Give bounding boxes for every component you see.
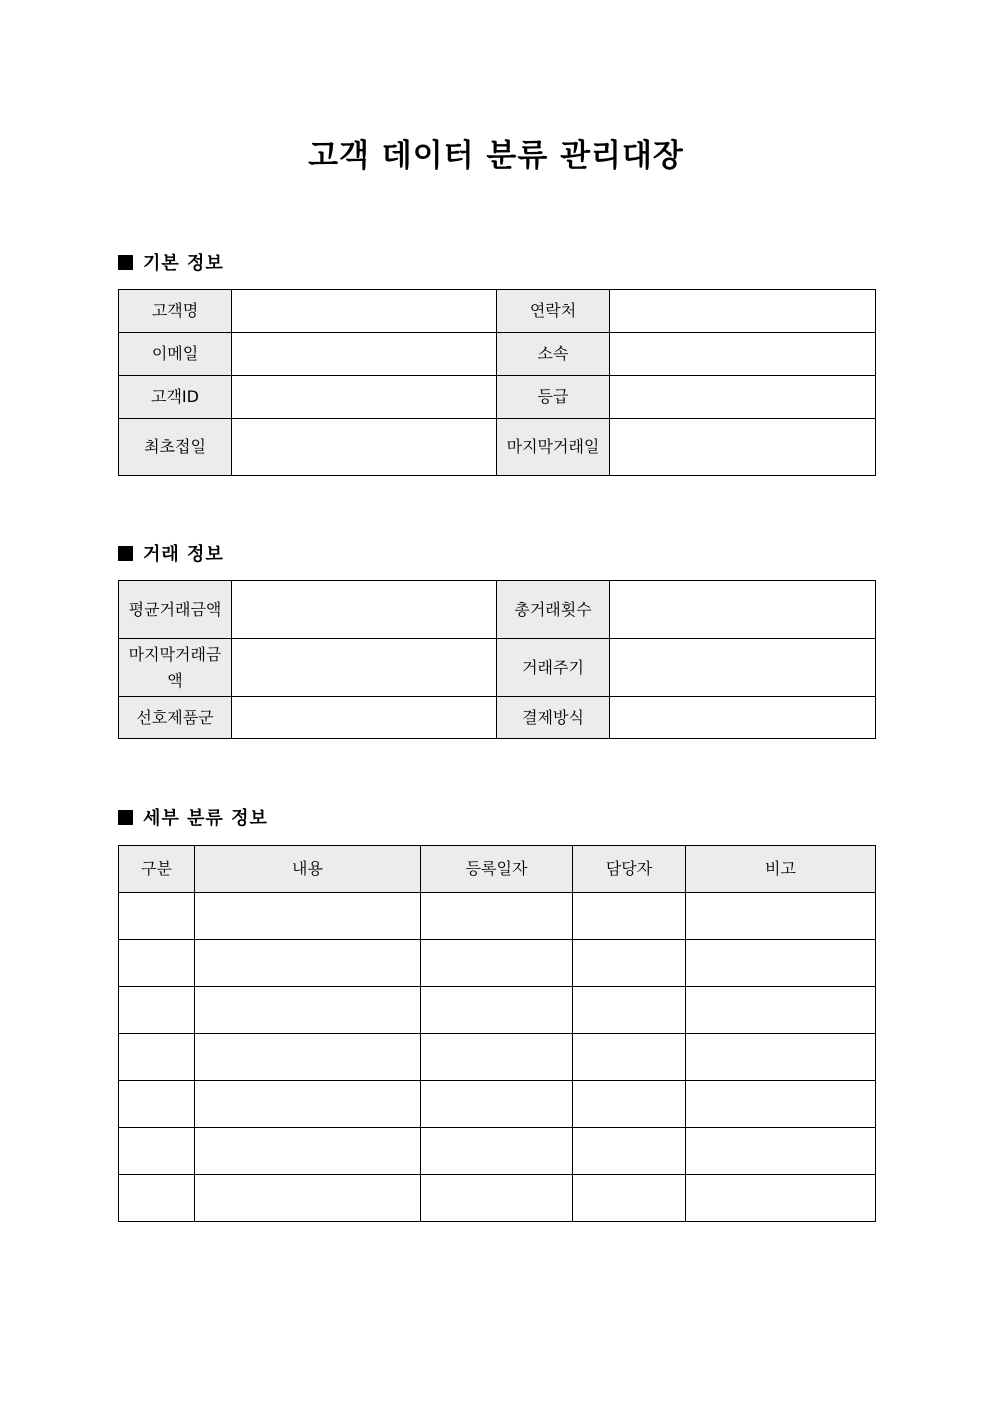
column-header: 담당자 (573, 846, 686, 893)
payment-method-field[interactable] (610, 697, 876, 739)
first-contact-date-field[interactable] (232, 419, 497, 476)
field-label: 선호제품군 (119, 697, 232, 739)
field-label: 거래주기 (497, 639, 610, 697)
table-row (119, 1175, 876, 1222)
content-cell[interactable] (195, 1128, 421, 1175)
section-heading-trade (118, 543, 224, 567)
square-bullet-icon (118, 546, 133, 561)
category-cell[interactable] (119, 1128, 195, 1175)
field-label: 연락처 (497, 290, 610, 333)
total-count-field[interactable] (610, 581, 876, 639)
date-cell[interactable] (421, 940, 573, 987)
date-cell[interactable] (421, 1128, 573, 1175)
field-label: 결제방식 (497, 697, 610, 739)
last-transaction-date-field[interactable] (610, 419, 876, 476)
category-cell[interactable] (119, 1175, 195, 1222)
manager-cell[interactable] (573, 1081, 686, 1128)
field-label: 최초접일 (119, 419, 232, 476)
manager-cell[interactable] (573, 1175, 686, 1222)
last-amount-field[interactable] (232, 639, 497, 697)
table-row (119, 376, 876, 419)
section-heading-detail (118, 807, 268, 831)
note-cell[interactable] (686, 1081, 876, 1128)
note-cell[interactable] (686, 987, 876, 1034)
note-cell[interactable] (686, 940, 876, 987)
basic-info-table (118, 289, 876, 476)
manager-cell[interactable] (573, 940, 686, 987)
square-bullet-icon (118, 255, 133, 270)
field-label: 총거래횟수 (497, 581, 610, 639)
trade-info-table (118, 580, 876, 739)
note-cell[interactable] (686, 1128, 876, 1175)
content-cell[interactable] (195, 1034, 421, 1081)
section-heading-basic (118, 252, 224, 276)
category-cell[interactable] (119, 893, 195, 940)
date-cell[interactable] (421, 1175, 573, 1222)
table-row (119, 987, 876, 1034)
field-label: 등급 (497, 376, 610, 419)
field-label: 소속 (497, 333, 610, 376)
date-cell[interactable] (421, 987, 573, 1034)
manager-cell[interactable] (573, 1034, 686, 1081)
transaction-cycle-field[interactable] (610, 639, 876, 697)
manager-cell[interactable] (573, 1128, 686, 1175)
category-cell[interactable] (119, 1034, 195, 1081)
table-header-row (119, 846, 876, 893)
table-row (119, 697, 876, 739)
note-cell[interactable] (686, 1034, 876, 1081)
category-cell[interactable] (119, 987, 195, 1034)
category-cell[interactable] (119, 940, 195, 987)
table-row (119, 333, 876, 376)
content-cell[interactable] (195, 893, 421, 940)
customer-id-field[interactable] (232, 376, 497, 419)
content-cell[interactable] (195, 1081, 421, 1128)
section-heading-trade-label: 거래 정보 (143, 544, 224, 565)
table-row (119, 1034, 876, 1081)
category-cell[interactable] (119, 1081, 195, 1128)
preferred-products-field[interactable] (232, 697, 497, 739)
manager-cell[interactable] (573, 893, 686, 940)
average-amount-field[interactable] (232, 581, 497, 639)
table-row (119, 940, 876, 987)
field-label: 평균거래금액 (119, 581, 232, 639)
table-row (119, 1128, 876, 1175)
note-cell[interactable] (686, 893, 876, 940)
contact-field[interactable] (610, 290, 876, 333)
grade-field[interactable] (610, 376, 876, 419)
email-field[interactable] (232, 333, 497, 376)
table-row (119, 419, 876, 476)
column-header: 등록일자 (421, 846, 573, 893)
table-row (119, 1081, 876, 1128)
content-cell[interactable] (195, 987, 421, 1034)
field-label: 고객명 (119, 290, 232, 333)
table-row (119, 639, 876, 697)
date-cell[interactable] (421, 893, 573, 940)
field-label: 마지막거래일 (497, 419, 610, 476)
table-row (119, 893, 876, 940)
column-header: 비고 (686, 846, 876, 893)
customer-name-field[interactable] (232, 290, 497, 333)
section-heading-detail-label: 세부 분류 정보 (143, 808, 268, 829)
manager-cell[interactable] (573, 987, 686, 1034)
detail-classification-table (118, 845, 876, 1222)
square-bullet-icon (118, 810, 133, 825)
field-label: 이메일 (119, 333, 232, 376)
content-cell[interactable] (195, 940, 421, 987)
document-title: 고객 데이터 분류 관리대장 (308, 138, 684, 174)
date-cell[interactable] (421, 1081, 573, 1128)
affiliation-field[interactable] (610, 333, 876, 376)
field-label: 고객ID (119, 376, 232, 419)
date-cell[interactable] (421, 1034, 573, 1081)
column-header: 구분 (119, 846, 195, 893)
section-heading-basic-label: 기본 정보 (143, 253, 224, 274)
note-cell[interactable] (686, 1175, 876, 1222)
field-label: 마지막거래금액 (119, 639, 232, 697)
content-cell[interactable] (195, 1175, 421, 1222)
column-header: 내용 (195, 846, 421, 893)
table-row (119, 581, 876, 639)
table-row (119, 290, 876, 333)
